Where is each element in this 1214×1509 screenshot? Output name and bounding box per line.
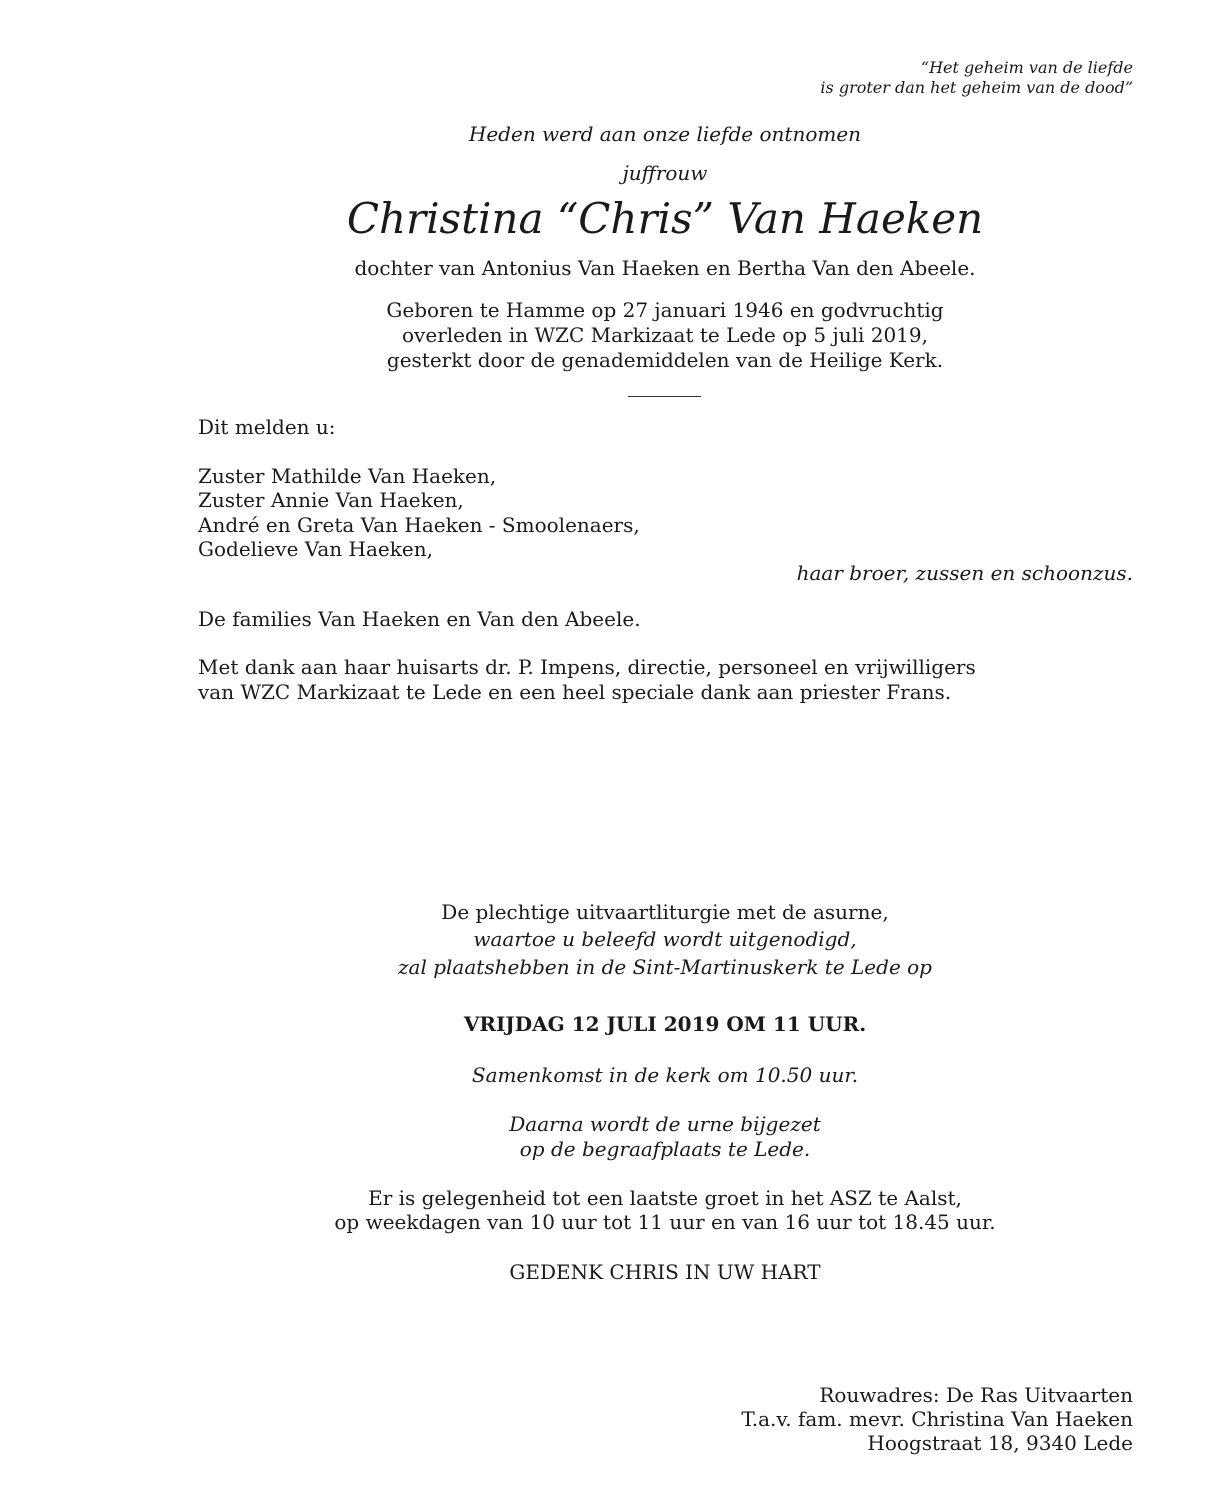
visiting-line-1: Er is gelegenheid tot een laatste groet in het ASZ te Aalst, [368,1186,962,1210]
funeral-intro-line-3: zal plaatshebben in de Sint-Martinuskerk te Lede op [398,955,932,979]
birth-death-line-2: overleden in WZC Markizaat te Lede op 5 juli 2019, [402,323,928,347]
family-relation: haar broer, zussen en schoonzus. [796,561,1133,585]
motto-quote [820,58,1133,98]
burial-line-2: op de begraafplaats te Lede. [519,1137,811,1161]
funeral-date: VRIJDAG 12 JULI 2019 OM 11 UUR. [463,1012,867,1036]
remember-line: GEDENK CHRIS IN UW HART [509,1260,821,1284]
funeral-intro-line-2: waartoe u beleefd wordt uitgenodigd, [473,927,857,951]
announcement-intro: Heden werd aan onze liefde ontnomen [468,122,862,146]
separator-rule [628,396,701,397]
address-line-3: Hoogstraat 18, 9340 Lede [867,1431,1133,1455]
address-line-1: Rouwadres: De Ras Uitvaarten [819,1383,1133,1407]
gathering-line: Samenkomst in de kerk om 10.50 uur. [471,1063,859,1087]
parents-line: dochter van Antonius Van Haeken en Bertha Van den Abeele. [354,256,976,280]
birth-death-line-3: gesterkt door de genademiddelen van de Heilige Kerk. [386,348,944,372]
visiting-line-2: op weekdagen van 10 uur tot 11 uur en van 16 uur tot 18.45 uur. [334,1210,996,1234]
family-member: Zuster Annie Van Haeken, [198,488,464,512]
thanks-line-1: Met dank aan haar huisarts dr. P. Impens, directie, personeel en vrijwilligers [198,655,976,679]
families-line: De families Van Haeken en Van den Abeele. [198,607,641,631]
announcement-title: juffrouw [622,161,708,185]
deceased-name: Christina “Chris” Van Haeken [346,194,984,243]
burial-line-1: Daarna wordt de urne bijgezet [509,1112,821,1136]
funeral-intro-line-1: De plechtige uitvaartliturgie met de asurne, [441,900,889,924]
birth-death-line-1: Geboren te Hamme op 27 januari 1946 en godvruchtig [386,298,944,322]
family-heading: Dit melden u: [198,415,336,439]
motto-line-1: “Het geheim van de liefde [920,58,1133,77]
thanks-line-2: van WZC Markizaat te Lede en een heel speciale dank aan priester Frans. [198,680,952,704]
family-member: André en Greta Van Haeken - Smoolenaers, [198,513,640,537]
address-line-2: T.a.v. fam. mevr. Christina Van Haeken [741,1407,1133,1431]
family-member: Godelieve Van Haeken, [198,537,433,561]
motto-line-2: is groter dan het geheim van de dood” [820,78,1133,97]
family-member: Zuster Mathilde Van Haeken, [198,464,497,488]
